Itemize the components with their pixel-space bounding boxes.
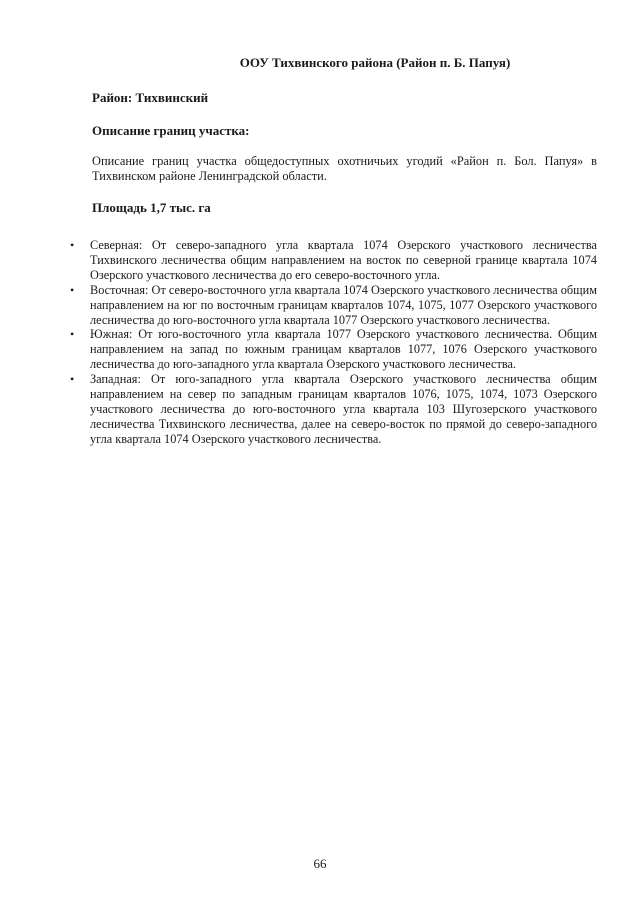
bullet-icon: • bbox=[70, 372, 75, 387]
document-title: ООУ Тихвинского района (Район п. Б. Папуя) bbox=[239, 55, 511, 70]
bullet-icon: • bbox=[70, 282, 75, 297]
boundary-list bbox=[70, 238, 597, 447]
boundary-item-east bbox=[70, 283, 597, 328]
boundary-text: Западная: От юго-западного угла квартала Озерского участкового лесничества общим направлением на север по западным границам кварталов 1076, 1075, 1074, 1073 Озерского участкового лесничества до юго-восточного угла квартала 103 Шугозерского участкового лесничества Тихвинского лесничества, далее на северо-восток по прямой до северо-западного угла квартала 1074 Озерского участкового лесничества. bbox=[90, 372, 597, 446]
bullet-icon: • bbox=[70, 327, 75, 342]
region-heading: Район: Тихвинский bbox=[92, 90, 209, 105]
bullet-icon: • bbox=[70, 238, 75, 252]
boundary-text: Северная: От северо-западного угла квартала 1074 Озерского участкового лесничества Тихвинского лесничества общим направлением на восток по северной границе квартала 1074 Озерского участкового лесничества до его северо-восточного угла. bbox=[90, 238, 597, 282]
boundary-item-north bbox=[70, 238, 597, 283]
boundary-description-heading: Описание границ участка: bbox=[92, 123, 250, 138]
boundary-text: Восточная: От северо-восточного угла квартала 1074 Озерского участкового лесничества общим направлением на юг по восточным границам кварталов 1074, 1075, 1077 Озерского участкового лесничества до юго-восточного угла квартала 1077 Озерского участкового лесничества. bbox=[90, 282, 597, 327]
boundary-description-text: Описание границ участка общедоступных охотничьих угодий «Район п. Бол. Папуя» в Тихвинском районе Ленинградской области. bbox=[92, 154, 597, 183]
boundary-item-west bbox=[70, 372, 597, 447]
boundary-item-south bbox=[70, 327, 597, 372]
boundary-text: Южная: От юго-восточного угла квартала 1077 Озерского участкового лесничества. Общим направлением на запад по южным границам кварталов 1077, 1076 Озерского участкового лесничества до юго-западного угла квартала Озерского участкового лесничества. bbox=[90, 327, 597, 372]
page-number: 66 bbox=[313, 856, 327, 871]
area-heading: Площадь 1,7 тыс. га bbox=[92, 200, 211, 215]
